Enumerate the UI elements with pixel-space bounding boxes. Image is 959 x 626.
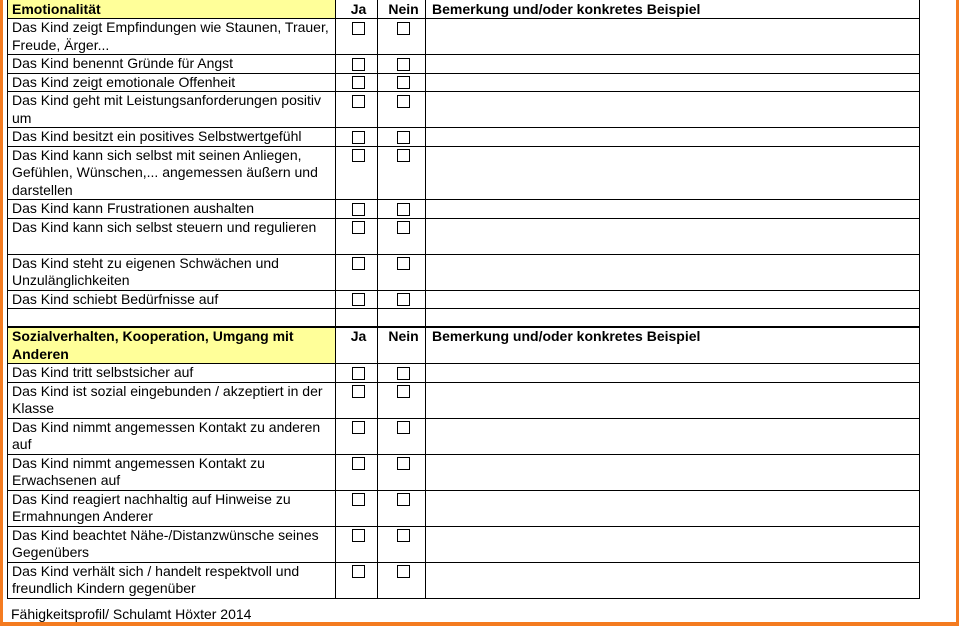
criterion-text: Das Kind schiebt Bedürfnisse auf xyxy=(8,290,336,309)
criterion-text: Das Kind benennt Gründe für Angst xyxy=(8,55,336,74)
remark-field[interactable] xyxy=(426,73,920,92)
criterion-text: Das Kind tritt selbstsicher auf xyxy=(8,364,336,383)
table-row xyxy=(8,418,920,454)
table-row xyxy=(8,364,920,383)
nein-checkbox[interactable] xyxy=(397,565,410,578)
criterion-text: Das Kind kann sich selbst steuern und regulieren xyxy=(8,218,336,254)
remark-field[interactable] xyxy=(426,128,920,147)
table-row xyxy=(8,19,920,55)
document-page xyxy=(3,0,956,622)
nein-checkbox[interactable] xyxy=(397,149,410,162)
nein-checkbox[interactable] xyxy=(397,457,410,470)
ja-checkbox[interactable] xyxy=(352,457,365,470)
remark-field[interactable] xyxy=(426,55,920,74)
table-row xyxy=(8,128,920,147)
ja-checkbox[interactable] xyxy=(352,493,365,506)
ja-checkbox[interactable] xyxy=(352,95,365,108)
ja-checkbox[interactable] xyxy=(352,367,365,380)
table-row xyxy=(8,290,920,309)
criterion-text: Das Kind beachtet Nähe-/Distanzwünsche seines Gegenübers xyxy=(8,526,336,562)
empty-cell xyxy=(378,309,426,327)
nein-checkbox[interactable] xyxy=(397,95,410,108)
remark-field[interactable] xyxy=(426,382,920,418)
page-footer: Fähigkeitsprofil/ Schulamt Höxter 2014 xyxy=(11,606,252,622)
empty-cell xyxy=(8,309,336,327)
criterion-text: Das Kind besitzt ein positives Selbstwertgefühl xyxy=(8,128,336,147)
nein-checkbox[interactable] xyxy=(397,421,410,434)
empty-row xyxy=(8,309,920,327)
remark-field[interactable] xyxy=(426,454,920,490)
col-nein-header: Nein xyxy=(378,328,426,364)
ja-checkbox[interactable] xyxy=(352,529,365,542)
social-header-row xyxy=(8,328,920,364)
table-row xyxy=(8,454,920,490)
nein-checkbox[interactable] xyxy=(397,131,410,144)
table-row xyxy=(8,490,920,526)
social-behavior-table xyxy=(7,327,920,599)
col-remark-header: Bemerkung und/oder konkretes Beispiel xyxy=(426,0,920,19)
nein-checkbox[interactable] xyxy=(397,493,410,506)
criterion-text: Das Kind ist sozial eingebunden / akzeptiert in der Klasse xyxy=(8,382,336,418)
ja-checkbox[interactable] xyxy=(352,58,365,71)
remark-field[interactable] xyxy=(426,19,920,55)
criterion-text: Das Kind verhält sich / handelt respektvoll und freundlich Kindern gegenüber xyxy=(8,562,336,598)
nein-checkbox[interactable] xyxy=(397,203,410,216)
table-row xyxy=(8,254,920,290)
criterion-text: Das Kind kann sich selbst mit seinen Anliegen, Gefühlen, Wünschen,... angemessen äußern und darstellen xyxy=(8,146,336,200)
remark-field[interactable] xyxy=(426,146,920,200)
table-row xyxy=(8,382,920,418)
table-row xyxy=(8,55,920,74)
table-row xyxy=(8,73,920,92)
ja-checkbox[interactable] xyxy=(352,22,365,35)
col-remark-header: Bemerkung und/oder konkretes Beispiel xyxy=(426,328,920,364)
criterion-text: Das Kind nimmt angemessen Kontakt zu anderen auf xyxy=(8,418,336,454)
remark-field[interactable] xyxy=(426,92,920,128)
emotionality-table xyxy=(7,0,920,327)
empty-cell xyxy=(336,309,378,327)
criterion-text: Das Kind zeigt emotionale Offenheit xyxy=(8,73,336,92)
col-ja-header: Ja xyxy=(336,0,378,19)
nein-checkbox[interactable] xyxy=(397,257,410,270)
remark-field[interactable] xyxy=(426,254,920,290)
nein-checkbox[interactable] xyxy=(397,22,410,35)
ja-checkbox[interactable] xyxy=(352,565,365,578)
remark-field[interactable] xyxy=(426,290,920,309)
table-row xyxy=(8,200,920,219)
ja-checkbox[interactable] xyxy=(352,385,365,398)
table-row xyxy=(8,92,920,128)
remark-field[interactable] xyxy=(426,526,920,562)
ja-checkbox[interactable] xyxy=(352,221,365,234)
criterion-text: Das Kind nimmt angemessen Kontakt zu Erwachsenen auf xyxy=(8,454,336,490)
remark-field[interactable] xyxy=(426,200,920,219)
ja-checkbox[interactable] xyxy=(352,203,365,216)
col-ja-header: Ja xyxy=(336,328,378,364)
ja-checkbox[interactable] xyxy=(352,149,365,162)
col-nein-header: Nein xyxy=(378,0,426,19)
criterion-text: Das Kind steht zu eigenen Schwächen und Unzulänglichkeiten xyxy=(8,254,336,290)
table-row xyxy=(8,218,920,254)
ja-checkbox[interactable] xyxy=(352,257,365,270)
table-row xyxy=(8,526,920,562)
ja-checkbox[interactable] xyxy=(352,293,365,306)
criterion-text: Das Kind kann Frustrationen aushalten xyxy=(8,200,336,219)
remark-field[interactable] xyxy=(426,418,920,454)
emotionality-title: Emotionalität xyxy=(8,0,336,19)
nein-checkbox[interactable] xyxy=(397,221,410,234)
emotionality-header-row xyxy=(8,0,920,19)
criterion-text: Das Kind geht mit Leistungsanforderungen positiv um xyxy=(8,92,336,128)
nein-checkbox[interactable] xyxy=(397,76,410,89)
nein-checkbox[interactable] xyxy=(397,529,410,542)
empty-cell xyxy=(426,309,920,327)
criterion-text: Das Kind zeigt Empfindungen wie Staunen, Trauer, Freude, Ärger... xyxy=(8,19,336,55)
nein-checkbox[interactable] xyxy=(397,367,410,380)
criterion-text: Das Kind reagiert nachhaltig auf Hinweise zu Ermahnungen Anderer xyxy=(8,490,336,526)
table-row xyxy=(8,562,920,598)
ja-checkbox[interactable] xyxy=(352,421,365,434)
remark-field[interactable] xyxy=(426,218,920,254)
nein-checkbox[interactable] xyxy=(397,293,410,306)
remark-field[interactable] xyxy=(426,364,920,383)
ja-checkbox[interactable] xyxy=(352,76,365,89)
nein-checkbox[interactable] xyxy=(397,58,410,71)
ja-checkbox[interactable] xyxy=(352,131,365,144)
social-title: Sozialverhalten, Kooperation, Umgang mit Anderen xyxy=(8,328,336,364)
remark-field[interactable] xyxy=(426,490,920,526)
table-row xyxy=(8,146,920,200)
remark-field[interactable] xyxy=(426,562,920,598)
nein-checkbox[interactable] xyxy=(397,385,410,398)
